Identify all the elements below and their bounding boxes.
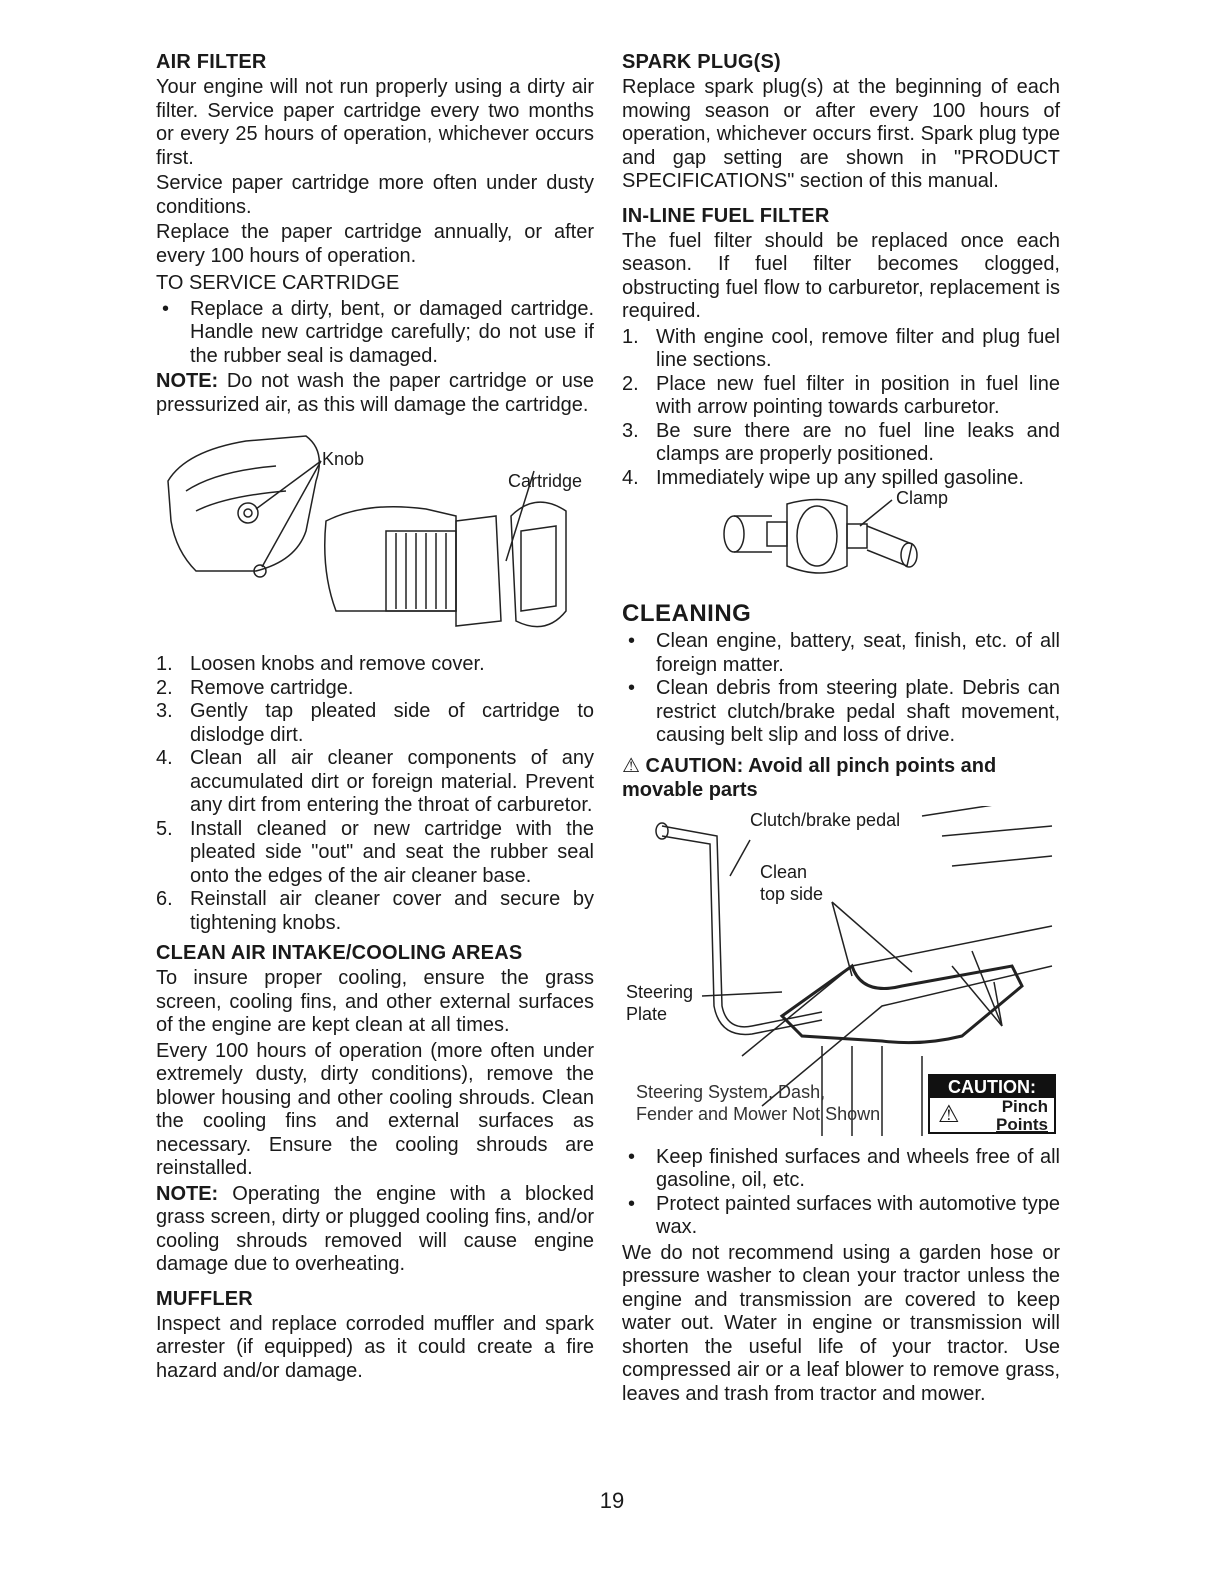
list-item: 2. Place new fuel filter in position in fuel line with arrow pointing towards carburetor.: [622, 372, 1060, 418]
plate-label: Plate: [626, 1003, 668, 1024]
caution-heading: ⚠ CAUTION: Avoid all pinch points and movable parts: [622, 754, 997, 801]
intake-heading: CLEAN AIR INTAKE/COOLING AREAS: [156, 942, 523, 964]
air-filter-steps: [156, 653, 594, 935]
cleaning-list: [622, 630, 1060, 748]
list-item: 1. Loosen knobs and remove cover.: [156, 653, 485, 675]
list-item: 6. Reinstall air cleaner cover and secure by tightening knobs.: [156, 888, 594, 934]
list-item: 3. Gently tap pleated side of cartridge to dislodge dirt.: [156, 700, 594, 746]
air-filter-paragraph-2: Service paper cartridge more often under dusty conditions.: [156, 172, 594, 218]
page-number: 19: [599, 1488, 625, 1513]
cleaning-heading: CLEANING: [622, 600, 752, 627]
clamp-label: Clamp: [896, 488, 949, 508]
list-item: • Keep finished surfaces and wheels free of all gasoline, oil, etc.: [628, 1145, 1060, 1191]
air-filter-note: [156, 370, 594, 417]
muffler-paragraph: Inspect and replace corroded muffler and spark arrester (if equipped) as it could create a fire hazard and/or damage.: [156, 1312, 594, 1382]
list-item: • Protect painted surfaces with automotive type wax.: [628, 1192, 1060, 1238]
service-cartridge-subheading: TO SERVICE CARTRIDGE: [156, 272, 400, 294]
list-item: 5. Install cleaned or new cartridge with the pleated side "out" and seat the rubber seal onto the edges of the air cleaner base.: [156, 817, 594, 887]
cartridge-label: Cartridge: [508, 471, 583, 491]
air-filter-heading: AIR FILTER: [156, 51, 267, 73]
air-filter-paragraph-1: Your engine will not run properly using a dirty air filter. Service paper cartridge every two months or every 25 hours of operation, whichever occurs first.: [156, 76, 594, 169]
list-item: • Clean debris from steering plate. Debris can restrict clutch/brake pedal shaft movement, causing belt slip and loss of drive.: [628, 677, 1060, 746]
badge-caution-text: CAUTION:: [930, 1076, 1054, 1098]
fuel-filter-illustration: [622, 494, 1060, 590]
fuel-filter-figure: [622, 488, 1060, 590]
spark-plug-paragraph: Replace spark plug(s) at the beginning of each mowing season or after every 100 hours of operation, whichever occurs first. Spark plug type and gap setting are shown in "PRODUCT SPECIFICATIONS" section of this manual.: [622, 76, 1060, 192]
steering-plate-figure: [622, 806, 1060, 1142]
intake-paragraph-1: To insure proper cooling, ensure the grass screen, cooling fins, and other external surfaces of the engine are kept clean at all times.: [156, 967, 594, 1036]
list-item: • Clean engine, battery, seat, finish, etc. of all foreign matter.: [628, 630, 1060, 676]
intake-note: [156, 1183, 594, 1277]
note-text: Do not wash the paper cartridge or use pressurized air, as this will damage the cartridge.: [156, 370, 594, 416]
list-item: • Replace a dirty, bent, or damaged cartridge. Handle new cartridge carefully; do not use if the rubber seal is damaged.: [162, 297, 594, 367]
spark-plug-heading: SPARK PLUG(S): [622, 51, 781, 73]
clutch-brake-pedal-label: Clutch/brake pedal: [750, 809, 901, 830]
top-side-label: top side: [760, 883, 824, 904]
steering-label: Steering: [626, 981, 694, 1002]
badge-pinch-text: Pinch Points: [996, 1096, 1048, 1134]
muffler-heading: MUFFLER: [156, 1287, 253, 1310]
list-item: 1. With engine cool, remove filter and plug fuel line sections.: [622, 325, 1060, 371]
fuel-filter-steps: [622, 326, 1060, 491]
note-label: NOTE:: [156, 1182, 219, 1205]
air-filter-illustration: [156, 421, 594, 649]
fuel-filter-heading: IN-LINE FUEL FILTER: [622, 204, 830, 227]
service-cartridge-list: [156, 298, 594, 369]
knob-label: Knob: [322, 449, 365, 469]
figure-note-line-1: Steering System, Dash,: [636, 1081, 826, 1102]
list-item: 3. Be sure there are no fuel line leaks and clamps are properly positioned.: [622, 419, 1060, 465]
warning-icon: ⚠: [938, 1100, 960, 1128]
intake-paragraph-2: Every 100 hours of operation (more often under extremely dusty, dirty conditions), remove the blower housing and other cooling shrouds. Clean the cooling fins and external surfaces as necessary. Ensure the cooling shrouds are reinstalled.: [156, 1039, 594, 1179]
figure-note-line-2: Fender and Mower Not Shown: [636, 1103, 881, 1124]
right-column: [622, 50, 1060, 1408]
air-filter-figure: [156, 421, 594, 649]
list-item: 4. Clean all air cleaner components of any accumulated dirt or foreign material. Prevent any dirt from entering the throat of carburetor.: [156, 747, 594, 816]
cleaning-final-paragraph: We do not recommend using a garden hose or pressure washer to clean your tractor unless the engine and transmission are covered to keep water out. Water in engine or transmission will shorten the useful life of your tractor. Use compressed air or a leaf blower to remove grass, leaves and trash from tractor and mower.: [622, 1241, 1060, 1405]
list-item: 4. Immediately wipe up any spilled gasoline.: [622, 466, 1024, 489]
note-label: NOTE:: [156, 370, 219, 392]
cleaning-list-2: [622, 1146, 1060, 1240]
warning-icon: ⚠: [622, 754, 640, 777]
caution-pinch-points-badge: [928, 1074, 1056, 1134]
left-column: [156, 50, 594, 1385]
list-item: 2. Remove cartridge.: [156, 676, 354, 699]
air-filter-paragraph-3: Replace the paper cartridge annually, or after every 100 hours of operation.: [156, 221, 594, 267]
fuel-filter-paragraph: The fuel filter should be replaced once each season. If fuel filter becomes clogged, obstructing fuel flow to carburetor, replacement is required.: [622, 229, 1060, 322]
clean-label: Clean: [760, 861, 808, 882]
note-text: Operating the engine with a blocked grass screen, dirty or plugged cooling fins, and/or cooling shrouds removed will cause engine damage due to overheating.: [156, 1182, 594, 1275]
